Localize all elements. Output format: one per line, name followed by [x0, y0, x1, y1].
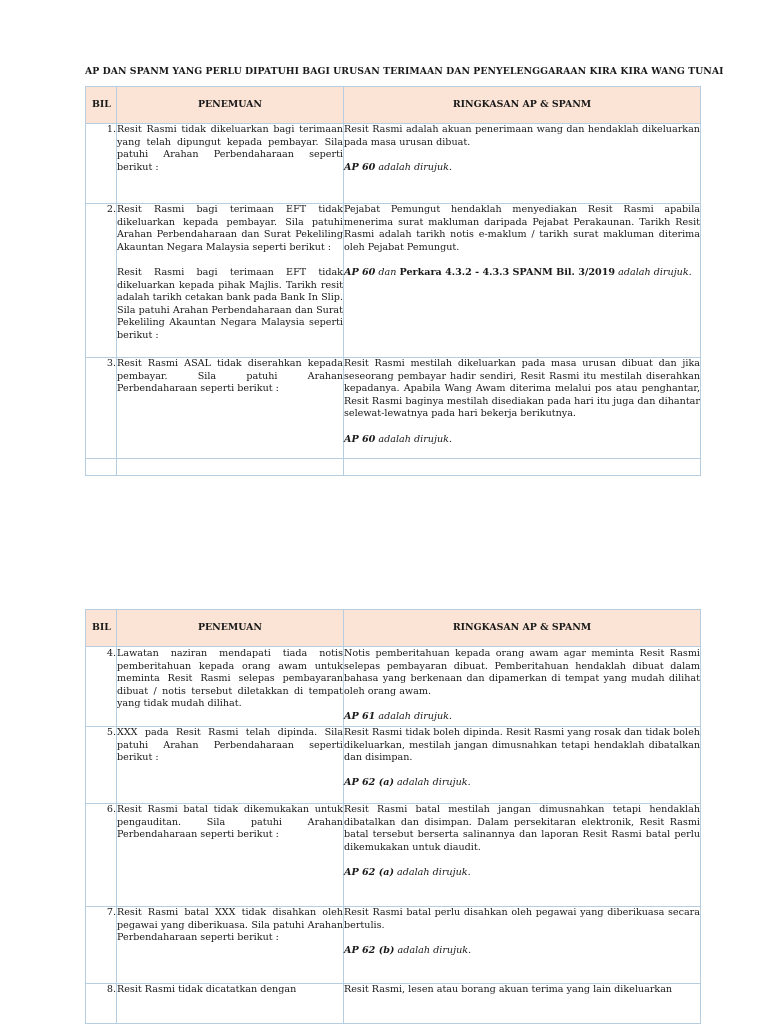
table-row	[86, 804, 701, 907]
ringkasan-text: Resit Rasmi adalah akuan penerimaan wang dan hendaklah dikeluarkan pada masa urusan dibuat.	[344, 124, 700, 148]
penemuan-cell	[117, 204, 344, 358]
reference-suffix: adalah dirujuk.	[375, 433, 452, 445]
reference-code: AP 62 (b)	[344, 944, 395, 956]
ringkasan-text: Notis pemberitahuan kepada orang awam agar meminta Resit Rasmi selepas pembayaran dibuat. Pemberitahuan hendaklah dibuat dalam bahasa yang berkenaan dan dipamerkan di tempat yang mudah dilihat oleh orang awam.	[344, 648, 700, 697]
row-number: 8.	[86, 984, 117, 1024]
empty-cell	[344, 459, 701, 476]
findings-table-2	[85, 609, 701, 1024]
reference-suffix: adalah dirujuk.	[394, 944, 472, 956]
penemuan-cell	[117, 984, 344, 1024]
table-row	[86, 727, 701, 804]
penemuan-text: XXX pada Resit Rasmi telah dipinda. Sila patuhi Arahan Perbendaharaan seperti berikut :	[117, 727, 343, 764]
reference-code: AP 60	[344, 433, 376, 445]
penemuan-text: Resit Rasmi batal tidak dikemukakan untuk pengauditan. Sila patuhi Arahan Perbendaharaan seperti berikut :	[117, 804, 343, 841]
row-number: 2.	[86, 204, 117, 358]
table-row	[86, 984, 701, 1024]
row-number: 3.	[86, 358, 117, 459]
reference-line	[344, 267, 700, 280]
penemuan-text: Resit Rasmi ASAL tidak diserahkan kepada pembayar. Sila patuhi Arahan Perbendaharaan seperti berikut :	[117, 358, 343, 395]
penemuan-text: Resit Rasmi batal XXX tidak disahkan oleh pegawai yang diberikuasa. Sila patuhi Arahan Perbendaharaan seperti berikut :	[117, 907, 343, 944]
reference-line	[344, 434, 700, 447]
reference-suffix: adalah dirujuk.	[375, 710, 452, 722]
table-header-row	[86, 87, 701, 124]
reference-line	[344, 777, 700, 790]
ringkasan-cell	[344, 204, 701, 358]
reference-line	[344, 162, 700, 175]
penemuan-cell	[117, 727, 344, 804]
ringkasan-header: RINGKASAN AP & SPANM	[344, 87, 701, 124]
ringkasan-cell	[344, 647, 701, 727]
penemuan-cell	[117, 124, 344, 204]
reference-code: AP 62 (a)	[344, 777, 394, 789]
table-row	[86, 358, 701, 459]
ringkasan-cell	[344, 804, 701, 907]
row-number: 7.	[86, 907, 117, 984]
reference-suffix: adalah dirujuk.	[615, 266, 692, 278]
ringkasan-text: Resit Rasmi batal perlu disahkan oleh pegawai yang diberikuasa secara bertulis.	[344, 907, 700, 931]
reference-joiner: dan	[375, 266, 400, 278]
ringkasan-cell	[344, 984, 701, 1024]
row-number: 4.	[86, 647, 117, 727]
ringkasan-text: Resit Rasmi tidak boleh dipinda. Resit Rasmi yang rosak dan tidak boleh dikeluarkan, mestilah jangan dimusnahkan tetapi hendaklah dibatalkan dan disimpan.	[344, 727, 700, 764]
reference-code: AP 62 (a)	[344, 866, 394, 878]
ringkasan-cell	[344, 358, 701, 459]
penemuan-text: Lawatan naziran mendapati tiada notis pemberitahuan kepada orang awam untuk meminta Resit Rasmi selepas pembayaran dibuat / notis tersebut diletakkan di tempat yang tidak mudah dilihat.	[117, 648, 343, 710]
penemuan-text: Resit Rasmi tidak dicatatkan dengan	[117, 984, 297, 995]
ringkasan-text: Resit Rasmi batal mestilah jangan dimusnahkan tetapi hendaklah dibatalkan dan disimpan. Dalam persekitaran elektronik, Resit Rasmi batal tersebut berserta salinannya dan laporan Resit Rasmi batal perlu dikemukakan untuk diaudit.	[344, 804, 700, 853]
row-number: 6.	[86, 804, 117, 907]
ringkasan-header: RINGKASAN AP & SPANM	[344, 610, 701, 647]
reference-circular: Perkara 4.3.2 - 4.3.3 SPANM Bil. 3/2019	[399, 266, 616, 278]
table-header-row	[86, 610, 701, 647]
penemuan-header: PENEMUAN	[117, 87, 344, 124]
ringkasan-cell	[344, 124, 701, 204]
table-row	[86, 124, 701, 204]
empty-row	[86, 459, 701, 476]
penemuan-text: Resit Rasmi tidak dikeluarkan bagi terimaan yang telah dipungut kepada pembayar. Sila patuhi Arahan Perbendaharaan seperti berikut :	[117, 124, 343, 173]
ringkasan-text: Resit Rasmi mestilah dikeluarkan pada masa urusan dibuat dan jika seseorang pembayar hadir sendiri, Resit Rasmi itu mestilah diserahkan kepadanya. Apabila Wang Awam diterima melalui pos atau penghantar, Resit Rasmi baginya mestilah disediakan pada hari itu juga dan dihantar selewat-lewatnya pada hari bekerja berikutnya.	[344, 358, 700, 420]
table-row	[86, 647, 701, 727]
ringkasan-text: Resit Rasmi, lesen atau borang akuan terima yang lain dikeluarkan	[344, 984, 673, 995]
reference-line	[344, 867, 700, 880]
penemuan-cell	[117, 647, 344, 727]
reference-code: AP 60	[344, 266, 376, 278]
findings-table-1	[85, 86, 701, 476]
table-row	[86, 204, 701, 358]
row-number: 1.	[86, 124, 117, 204]
reference-code: AP 61	[344, 710, 376, 722]
ringkasan-cell	[344, 727, 701, 804]
penemuan-cell	[117, 358, 344, 459]
empty-cell	[86, 459, 117, 476]
ringkasan-text: Pejabat Pemungut hendaklah menyediakan Resit Rasmi apabila menerima surat makluman daripada Pejabat Perakaunan. Tarikh Resit Rasmi adalah tarikh notis e-maklum / tarikh surat makluman diterima oleh Pejabat Pemungut.	[344, 204, 700, 253]
reference-line	[344, 711, 700, 724]
reference-suffix: adalah dirujuk.	[393, 777, 471, 789]
reference-suffix: adalah dirujuk.	[375, 161, 452, 173]
reference-code: AP 60	[344, 161, 376, 173]
penemuan-text: Resit Rasmi bagi terimaan EFT tidak dikeluarkan kepada pembayar. Sila patuhi Arahan Perbendaharaan dan Surat Pekeliling Akauntan Negara Malaysia seperti berikut :	[117, 204, 343, 253]
reference-line	[344, 945, 700, 958]
penemuan-text: Resit Rasmi bagi terimaan EFT tidak dikeluarkan kepada pihak Majlis. Tarikh resit adalah tarikh cetakan bank pada Bank In Slip. Sila patuhi Arahan Perbendaharaan dan Surat Pekeliling Akauntan Negara Malaysia seperti berikut :	[117, 266, 343, 341]
ringkasan-cell	[344, 907, 701, 984]
bil-header: BIL	[86, 610, 117, 647]
reference-suffix: adalah dirujuk.	[393, 866, 471, 878]
penemuan-cell	[117, 804, 344, 907]
penemuan-cell	[117, 907, 344, 984]
bil-header: BIL	[86, 87, 117, 124]
table-row	[86, 907, 701, 984]
document-title: AP DAN SPANM YANG PERLU DIPATUHI BAGI URUSAN TERIMAAN DAN PENYELENGGARAAN KIRA KIRA WANG TUNAI	[85, 66, 724, 77]
penemuan-header: PENEMUAN	[117, 610, 344, 647]
empty-cell	[117, 459, 344, 476]
row-number: 5.	[86, 727, 117, 804]
